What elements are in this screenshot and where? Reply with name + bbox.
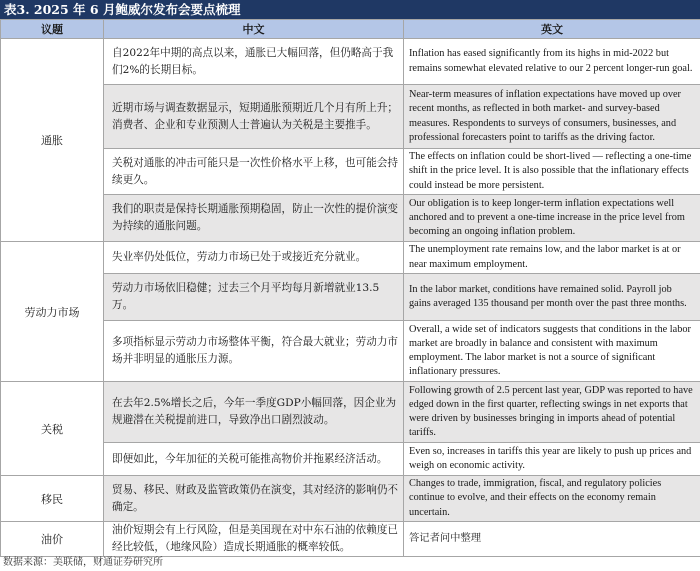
english-cell: 答记者问中整理	[404, 522, 700, 557]
table-title: 表3. 2025 年 6 月鲍威尔发布会要点梳理	[0, 0, 700, 19]
english-cell: Even so, increases in tariffs this year are likely to push up prices and weigh on economic activity.	[404, 443, 700, 476]
data-source-note: 数据来源：美联储，财通证券研究所	[3, 557, 163, 568]
table-row	[1, 39, 700, 85]
chinese-cell: 多项指标显示劳动力市场整体平衡，符合最大就业；劳动力市场并非明显的通胀压力源。	[104, 321, 404, 382]
chinese-cell: 我们的职责是保持长期通胀预期稳固，防止一次性的提价演变为持续的通胀问题。	[104, 195, 404, 242]
topic-cell-immigration: 移民	[1, 476, 104, 522]
chinese-cell: 劳动力市场依旧稳健；过去三个月平均每月新增就业13.5万。	[104, 274, 404, 321]
chinese-cell: 即便如此，今年加征的关税可能推高物价并拖累经济活动。	[104, 443, 404, 476]
english-cell: Overall, a wide set of indicators suggests that conditions in the labor market are broadly in balance and consistent with maximum employment. The labor market is not a source of significant inflationary pressures.	[404, 321, 700, 382]
english-cell: In the labor market, conditions have remained solid. Payroll job gains averaged 135 thousand per month over the past three months.	[404, 274, 700, 321]
chinese-cell: 近期市场与调查数据显示，短期通胀预期近几个月有所上升；消费者、企业和专业预测人士普遍认为关税是主要推手。	[104, 85, 404, 149]
summary-table	[0, 19, 700, 557]
topic-cell-labor-market: 劳动力市场	[1, 242, 104, 382]
table-row	[1, 242, 700, 274]
topic-cell-tariffs: 关税	[1, 382, 104, 476]
chinese-cell: 失业率仍处低位，劳动力市场已处于或接近充分就业。	[104, 242, 404, 274]
table-row	[1, 274, 700, 321]
table-row	[1, 382, 700, 443]
english-cell: Following growth of 2.5 percent last year, GDP was reported to have edged down in the first quarter, reflecting swings in net exports that were driven by businesses bringing in imports ahead of potential tariffs.	[404, 382, 700, 443]
header-chinese: 中文	[104, 20, 404, 39]
chinese-cell: 贸易、移民、财政及监管政策仍在演变，其对经济的影响仍不确定。	[104, 476, 404, 522]
topic-cell-inflation: 通胀	[1, 39, 104, 242]
table-row	[1, 195, 700, 242]
english-cell: Our obligation is to keep longer-term inflation expectations well anchored and to prevent a one-time increase in the price level from becoming an ongoing inflation problem.	[404, 195, 700, 242]
english-cell: Near-term measures of inflation expectations have moved up over recent months, as reflected in both market- and survey-based measures. Respondents to surveys of consumers, businesses, and professional forecasters point to tariffs as the driving factor.	[404, 85, 700, 149]
english-cell: Changes to trade, immigration, fiscal, and regulatory policies continue to evolve, and their effects on the economy remain uncertain.	[404, 476, 700, 522]
english-cell: The unemployment rate remains low, and the labor market is at or near maximum employment.	[404, 242, 700, 274]
table-row	[1, 522, 700, 557]
table-row	[1, 476, 700, 522]
chinese-cell: 油价短期会有上行风险，但是美国现在对中东石油的依赖度已经比较低，（地缘风险）造成长期通胀的概率较低。	[104, 522, 404, 557]
table-row	[1, 321, 700, 382]
header-english: 英文	[404, 20, 700, 39]
header-topic: 议题	[1, 20, 104, 39]
table-row	[1, 443, 700, 476]
table-row	[1, 149, 700, 195]
english-cell: Inflation has eased significantly from its highs in mid-2022 but remains somewhat elevated relative to our 2 percent longer-run goal.	[404, 39, 700, 85]
chinese-cell: 在去年2.5%增长之后，今年一季度GDP小幅回落，因企业为规避潜在关税提前进口，导致净出口剧烈波动。	[104, 382, 404, 443]
table-header-row	[1, 20, 700, 39]
table-row	[1, 85, 700, 149]
english-cell: The effects on inflation could be short-lived — reflecting a one-time shift in the price level. It is also possible that the inflationary effects could instead be more persistent.	[404, 149, 700, 195]
chinese-cell: 关税对通胀的冲击可能只是一次性价格水平上移，也可能会持续更久。	[104, 149, 404, 195]
topic-cell-oil-price: 油价	[1, 522, 104, 557]
chinese-cell: 自2022年中期的高点以来，通胀已大幅回落，但仍略高于我们2%的长期目标。	[104, 39, 404, 85]
